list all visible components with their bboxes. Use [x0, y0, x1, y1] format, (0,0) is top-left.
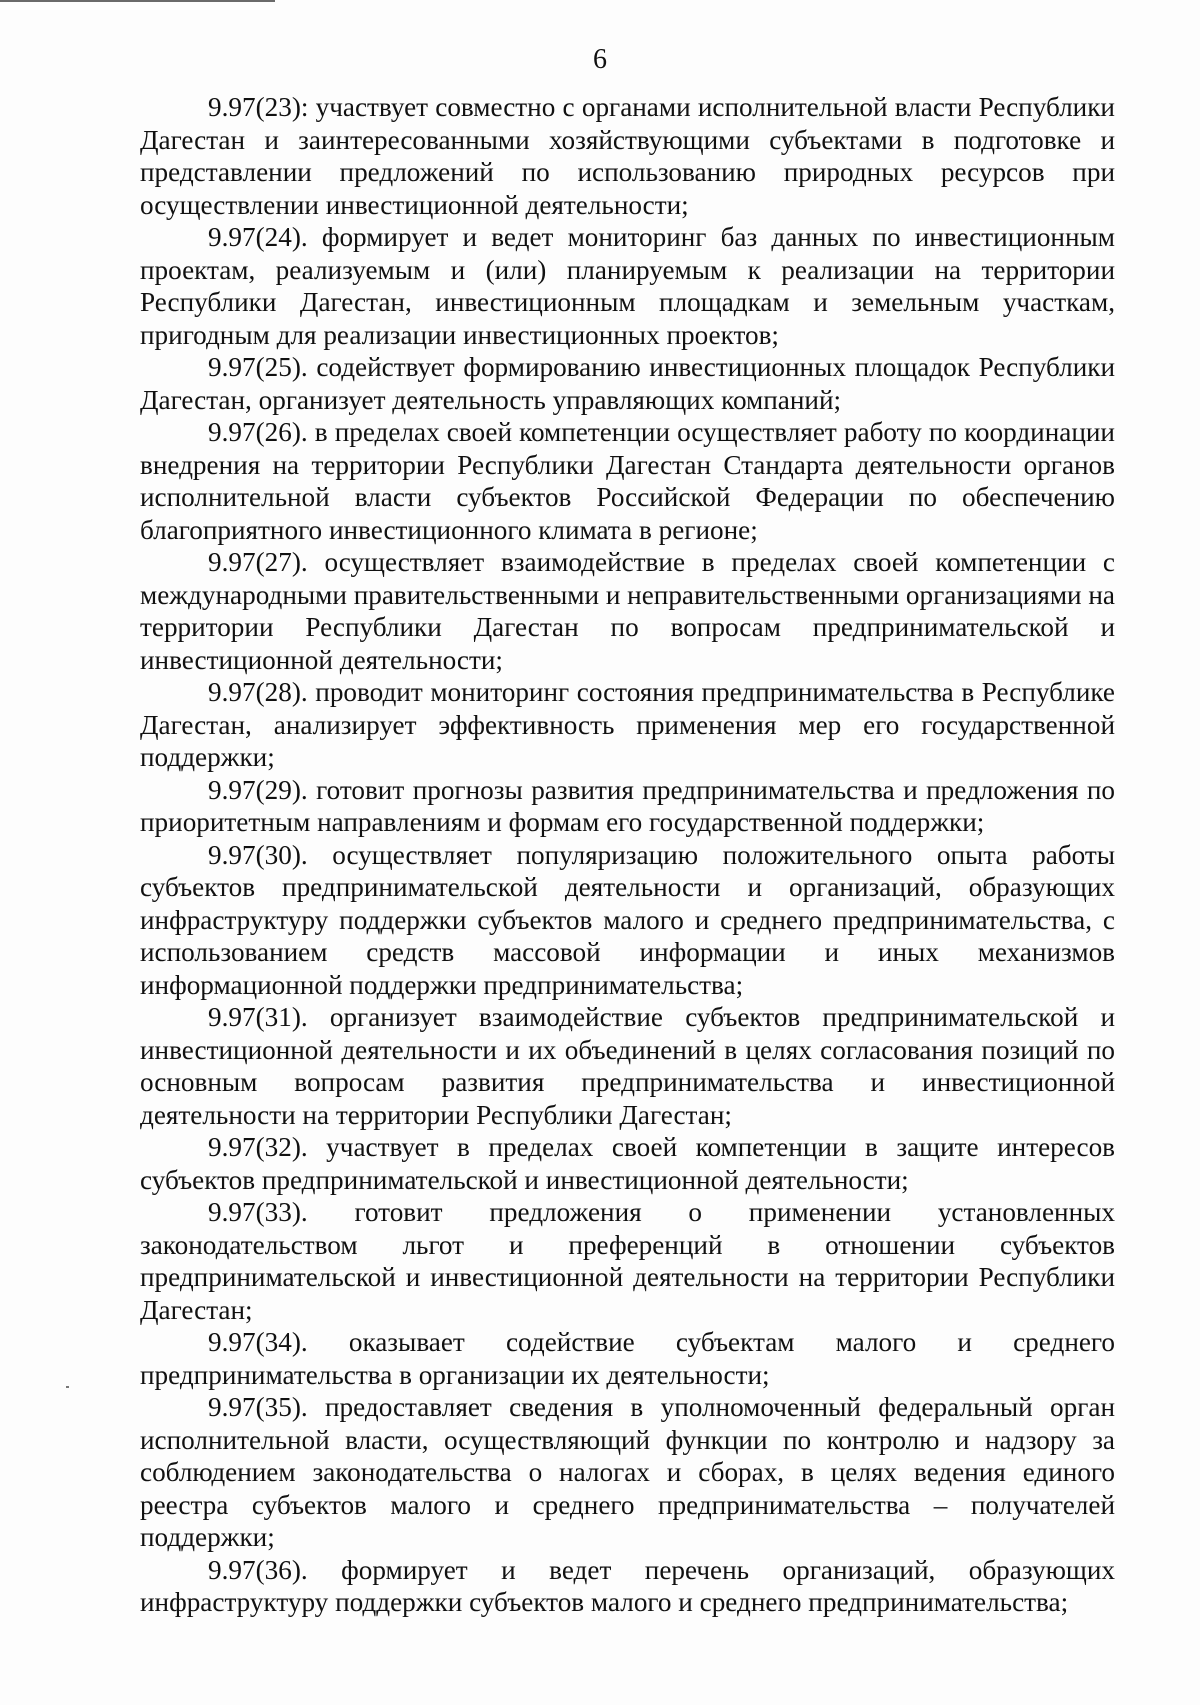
paragraph-9-97-25: 9.97(25). содействует формированию инвестиционных площадок Республики Дагестан, организует деятельность управляющих компаний; — [140, 352, 1115, 415]
scan-margin-mark — [66, 1386, 69, 1388]
paragraph-9-97-33: 9.97(33). готовит предложения о применении установленных законодательством льгот и преференций в отношении субъектов предпринимательской и инвестиционной деятельности на территории Республики Дагестан; — [140, 1197, 1115, 1325]
paragraph-9-97-27: 9.97(27). осуществляет взаимодействие в пределах своей компетенции с международными правительственными и неправительственными организациями на территории Республики Дагестан по вопросам предпринимательской и инвестиционной деятельности; — [140, 547, 1115, 675]
page-number: 6 — [593, 44, 607, 75]
paragraph-9-97-31: 9.97(31). организует взаимодействие субъектов предпринимательской и инвестиционной деятельности и их объединений в целях согласования позиций по основным вопросам развития предпринимательства и инвестиционной деятельности на территории Республики Дагестан; — [140, 1002, 1115, 1130]
paragraph-9-97-34: 9.97(34). оказывает содействие субъектам малого и среднего предпринимательства в организации их деятельности; — [140, 1327, 1115, 1390]
paragraph-9-97-30: 9.97(30). осуществляет популяризацию положительного опыта работы субъектов предпринимательской деятельности и организаций, образующих инфраструктуру поддержки субъектов малого и среднего предпринимательства, с использованием средств массовой информации и иных механизмов информационной поддержки предпринимательства; — [140, 839, 1115, 1000]
paragraph-9-97-26: 9.97(26). в пределах своей компетенции осуществляет работу по координации внедрения на территории Республики Дагестан Стандарта деятельности органов исполнительной власти субъектов Российской Федерации по обеспечению благоприятного инвестиционного климата в регионе; — [140, 417, 1115, 545]
paragraph-9-97-36: 9.97(36). формирует и ведет перечень организаций, образующих инфраструктуру поддержки субъектов малого и среднего предпринимательства; — [140, 1554, 1115, 1617]
paragraph-9-97-35: 9.97(35). предоставляет сведения в уполномоченный федеральный орган исполнительной власти, осуществляющий функции по контролю и надзору за соблюдением законодательства о налогах и сборах, в целях ведения единого реестра субъектов малого и среднего предпринимательства – получателей поддержки; — [140, 1392, 1115, 1552]
document-body — [140, 91, 1115, 1619]
paragraph-9-97-29: 9.97(29). готовит прогнозы развития предпринимательства и предложения по приоритетным направлениям и формам его государственной поддержки; — [140, 774, 1115, 837]
paragraph-9-97-28: 9.97(28). проводит мониторинг состояния предпринимательства в Республике Дагестан, анализирует эффективность применения мер его государственной поддержки; — [140, 677, 1115, 772]
paragraph-9-97-32: 9.97(32). участвует в пределах своей компетенции в защите интересов субъектов предпринимательской и инвестиционной деятельности; — [140, 1132, 1115, 1195]
paragraph-9-97-24: 9.97(24). формирует и ведет мониторинг баз данных по инвестиционным проектам, реализуемым и (или) планируемым к реализации на территории Республики Дагестан, инвестиционным площадкам и земельным участкам, пригодным для реализации инвестиционных проектов; — [140, 222, 1115, 350]
paragraph-9-97-23: 9.97(23): участвует совместно с органами исполнительной власти Республики Дагестан и заинтересованными хозяйствующими субъектами в подготовке и представлении предложений по использованию природных ресурсов при осуществлении инвестиционной деятельности; — [140, 92, 1115, 220]
scan-edge-line — [0, 0, 275, 2]
